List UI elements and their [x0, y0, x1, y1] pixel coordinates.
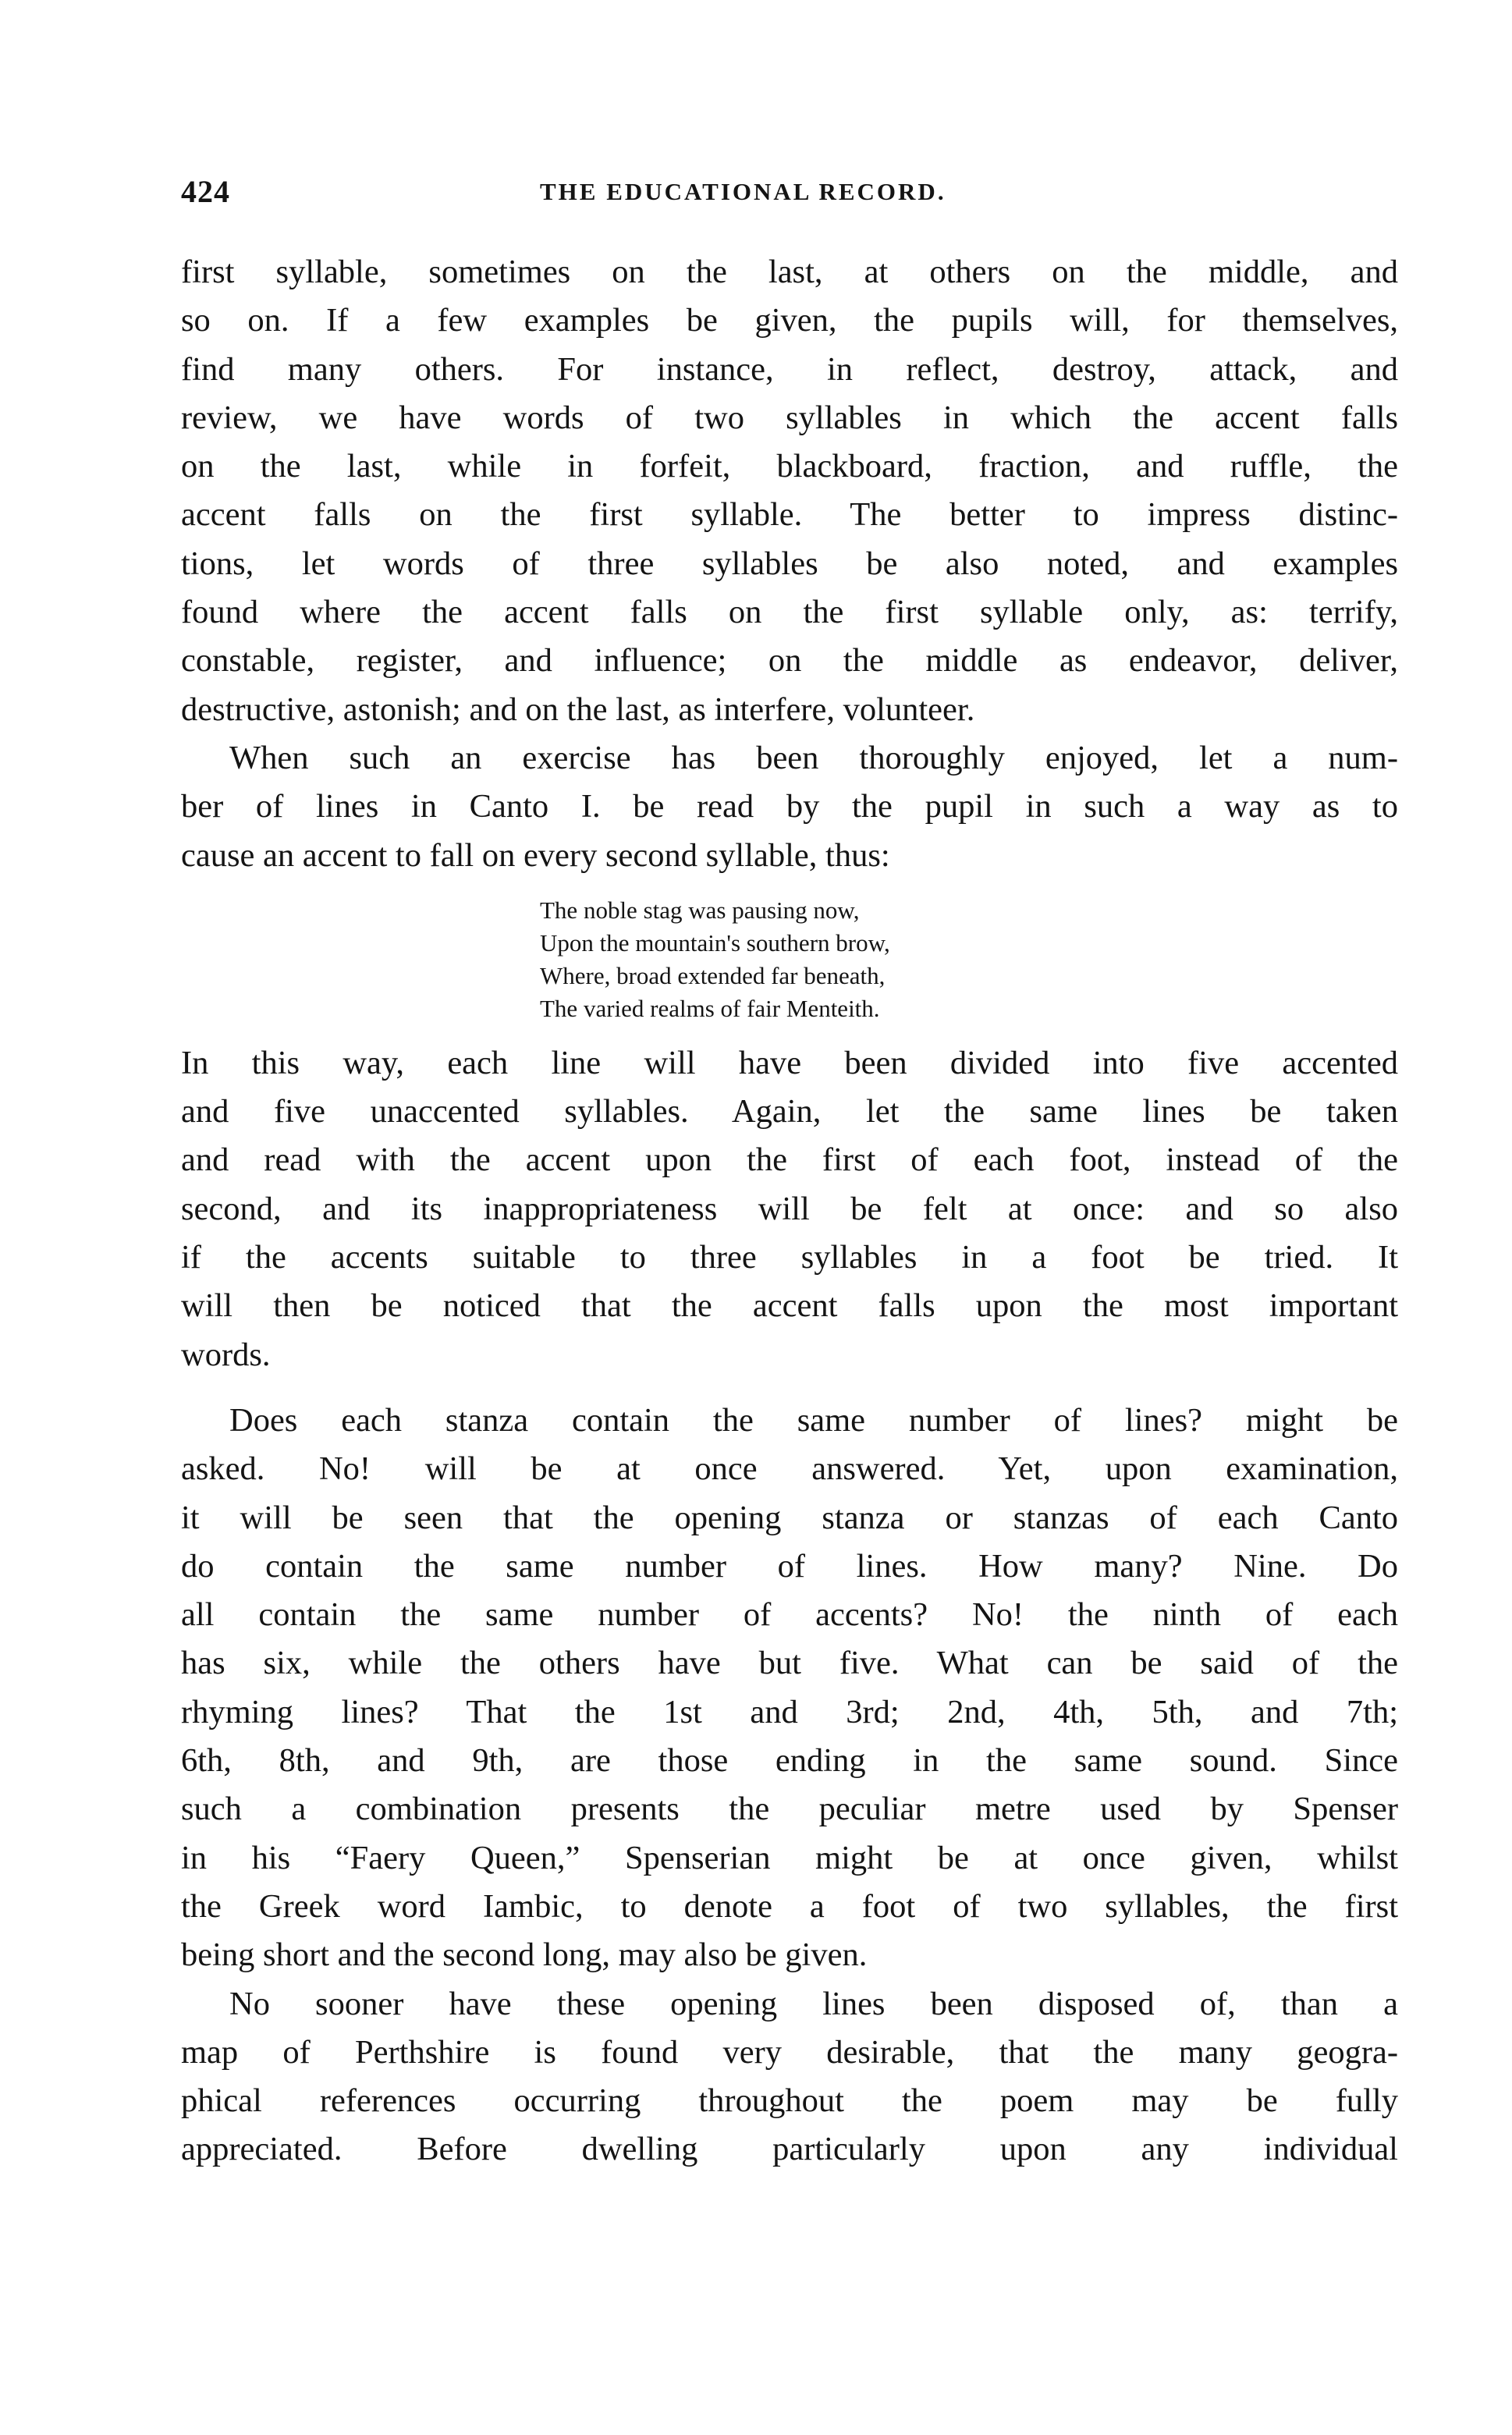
paragraph-accent-examples — [181, 248, 1398, 734]
text-line: constable, register, and influence; on the middle as endeavor, deliver, — [181, 642, 1398, 680]
text-line: the Greek word Iambic, to denote a foot of two syllables, the first — [181, 1887, 1398, 1925]
text-line: do contain the same number of lines. How many? Nine. Do — [181, 1547, 1398, 1585]
text-line: all contain the same number of accents? No! the ninth of each — [181, 1596, 1398, 1634]
body-text — [181, 248, 1398, 2174]
paragraph-stanza-structure — [181, 1397, 1398, 1980]
text-line: found where the accent falls on the first syllable only, as: terrify, — [181, 594, 1398, 631]
text-line: in his “Faery Queen,” Spenserian might be at once given, whilst — [181, 1839, 1398, 1876]
running-head — [181, 173, 1398, 220]
text-line: and five unaccented syllables. Again, let the same lines be taken — [181, 1093, 1398, 1131]
verse-line: The noble stag was pausing now, — [540, 896, 860, 924]
text-line: will then be noticed that the accent falls upon the most important — [181, 1287, 1398, 1325]
text-line: second, and its inappropriateness will be felt at once: and so also — [181, 1190, 1398, 1227]
text-line: cause an accent to fall on every second syllable, thus: — [181, 836, 890, 874]
text-line: destructive, astonish; and on the last, as interfere, volunteer. — [181, 690, 975, 728]
text-line: phical references occurring throughout the poem may be fully — [181, 2082, 1398, 2120]
text-line: rhyming lines? That the 1st and 3rd; 2nd, 4th, 5th, and 7th; — [181, 1693, 1398, 1730]
text-line: being short and the second long, may also be given. — [181, 1936, 868, 1974]
running-title: THE EDUCATIONAL RECORD. — [540, 178, 946, 205]
text-line: if the accents suitable to three syllables in a foot be tried. It — [181, 1239, 1398, 1276]
text-line: No sooner have these opening lines been disposed of, than a — [229, 1985, 1398, 2022]
text-line: so on. If a few examples be given, the pupils will, for themselves, — [181, 302, 1398, 339]
text-line: tions, let words of three syllables be also noted, and examples — [181, 545, 1398, 582]
text-line: words. — [181, 1336, 271, 1373]
text-line: accent falls on the first syllable. The better to impress distinc- — [181, 496, 1398, 534]
verse-quotation — [540, 894, 1398, 1025]
page-number: 424 — [181, 174, 230, 209]
text-line: 6th, 8th, and 9th, are those ending in the same sound. Since — [181, 1742, 1398, 1780]
text-line: on the last, while in forfeit, blackboard, fraction, and ruffle, the — [181, 448, 1398, 485]
text-line: ber of lines in Canto I. be read by the pupil in such a way as to — [181, 788, 1398, 825]
text-line: find many others. For instance, in reflect, destroy, attack, and — [181, 350, 1398, 388]
verse-line: The varied realms of fair Menteith. — [540, 994, 880, 1022]
text-line: and read with the accent upon the first of each foot, instead of the — [181, 1141, 1398, 1179]
paragraph-canto-reading — [181, 734, 1398, 880]
text-line: it will be seen that the opening stanza or stanzas of each Canto — [181, 1499, 1398, 1536]
text-line: Does each stanza contain the same number of lines? might be — [229, 1401, 1398, 1439]
text-line: has six, while the others have but five. What can be said of the — [181, 1645, 1398, 1682]
text-line: map of Perthshire is found very desirable, that the many geogra- — [181, 2033, 1398, 2071]
text-line: such a combination presents the peculiar metre used by Spenser — [181, 1791, 1398, 1828]
paragraph-accented-syllables — [181, 1039, 1398, 1379]
text-line: When such an exercise has been thoroughly enjoyed, let a num- — [229, 739, 1398, 776]
text-line: appreciated. Before dwelling particularly upon any individual — [181, 2131, 1398, 2168]
verse-line: Upon the mountain's southern brow, — [540, 928, 890, 957]
paragraph-map-of-perthshire — [181, 1980, 1398, 2174]
verse-line: Where, broad extended far beneath, — [540, 961, 886, 989]
text-line: In this way, each line will have been divided into five accented — [181, 1044, 1398, 1081]
text-line: asked. No! will be at once answered. Yet, upon examination, — [181, 1450, 1398, 1488]
text-line: review, we have words of two syllables in which the accent falls — [181, 399, 1398, 436]
text-line: first syllable, sometimes on the last, at others on the middle, and — [181, 254, 1398, 290]
